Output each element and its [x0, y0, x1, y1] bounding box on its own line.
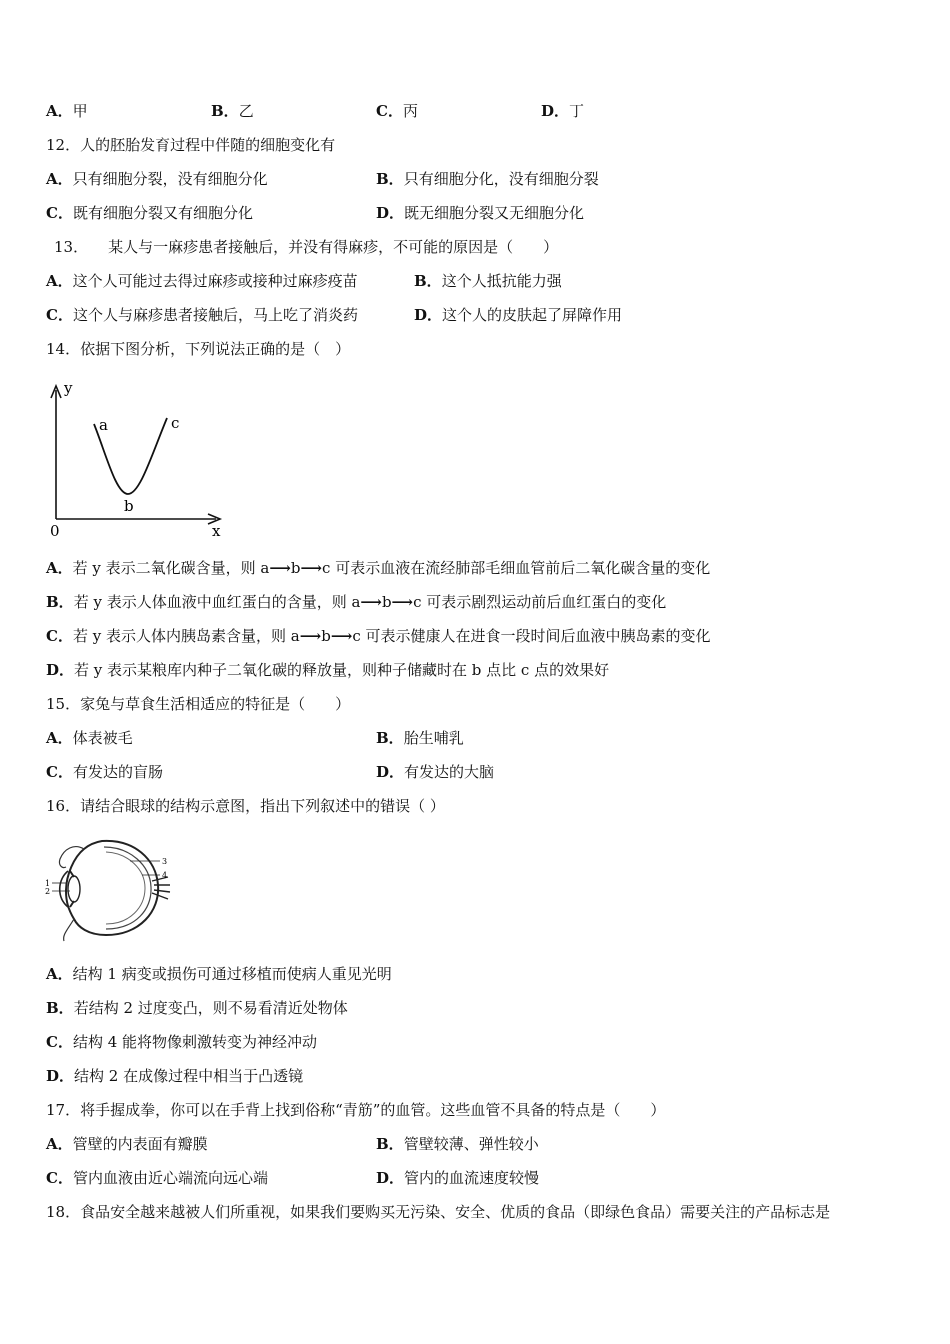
- q14-graph: [44, 376, 234, 541]
- q14-stem: 14．依据下图分析，下列说法正确的是（ ）: [46, 340, 351, 358]
- q16-option-a: A．结构 1 病变或损伤可通过移植而使病人重见光明: [46, 965, 392, 983]
- arrow-icon: ⟶: [360, 593, 382, 611]
- point-label-c: c: [171, 414, 180, 432]
- q15-stem: 15．家兔与草食生活相适应的特征是（ ）: [46, 695, 351, 713]
- point-label-b: b: [124, 497, 134, 515]
- q18-stem: 18．食品安全越来越被人们所重视，如果我们要购买无污染、安全、优质的食品（即绿色食品）需要关注的产品标志是: [46, 1203, 831, 1221]
- q14-option-d: D．若 y 表示某粮库内种子二氧化碳的释放量，则种子储藏时在 b 点比 c 点的效果好: [46, 661, 610, 679]
- axis-label-y: y: [64, 379, 73, 397]
- q12-option-a: A．只有细胞分裂，没有细胞分化: [46, 170, 268, 188]
- q12-option-d: D．既无细胞分裂又无细胞分化: [376, 204, 585, 222]
- q17-option-b: B．管壁较薄、弹性较小: [376, 1135, 539, 1153]
- q15-option-a: A．体表被毛: [46, 729, 133, 747]
- q13-option-b: B．这个人抵抗能力强: [414, 272, 562, 290]
- arrow-icon: ⟶: [299, 627, 322, 645]
- q11-option-c: C．丙: [376, 102, 418, 120]
- choroid-layer: [104, 847, 151, 929]
- q17-option-d: D．管内的血流速度较慢: [376, 1169, 540, 1187]
- q17-stem: 17．将手握成拳，你可以在手背上找到俗称“青筋”的血管。这些血管不具备的特点是（ ）: [46, 1101, 666, 1119]
- q14-option-a: A．若 y 表示二氧化碳含量，则 a⟶b⟶c 可表示血液在流经肺部毛细血管前后二氧化碳含量的变化: [46, 559, 711, 577]
- q13-option-a: A．这个人可能过去得过麻疹或接种过麻疹疫苗: [46, 272, 358, 290]
- origin-label: 0: [50, 522, 60, 540]
- arrow-icon: ⟶: [300, 559, 323, 577]
- lens: [68, 876, 80, 902]
- q12-option-b: B．只有细胞分化，没有细胞分裂: [376, 170, 599, 188]
- eye-label-3: 3: [162, 857, 168, 866]
- q12-option-c: C．既有细胞分裂又有细胞分化: [46, 204, 253, 222]
- eye-label-4: 4: [162, 871, 168, 880]
- q16-option-b: B．若结构 2 过度变凸，则不易看清近处物体: [46, 999, 348, 1017]
- q16-stem: 16．请结合眼球的结构示意图，指出下列叙述中的错误（ ）: [46, 797, 445, 815]
- q15-option-c: C．有发达的盲肠: [46, 763, 163, 781]
- q13-option-d: D．这个人的皮肤起了屏障作用: [414, 306, 623, 324]
- q17-option-c: C．管内血液由近心端流向远心端: [46, 1169, 268, 1187]
- optic-nerve: [152, 877, 170, 899]
- retina-layer: [106, 852, 145, 924]
- point-label-a: a: [99, 416, 108, 434]
- axis-label-x: x: [212, 522, 221, 540]
- arrow-icon: ⟶: [391, 593, 414, 611]
- arrow-icon: ⟶: [269, 559, 291, 577]
- eye-label-2: 2: [45, 887, 51, 896]
- q11-option-d: D．丁: [541, 102, 585, 120]
- q14-option-b: B．若 y 表示人体血液中血红蛋白的含量，则 a⟶b⟶c 可表示剧烈运动前后血红蛋白的变化: [46, 593, 667, 611]
- q14-option-c: C．若 y 表示人体内胰岛素含量，则 a⟶b⟶c 可表示健康人在进食一段时间后血液中胰岛素的变化: [46, 627, 711, 645]
- q12-stem: 12．人的胚胎发育过程中伴随的细胞变化有: [46, 136, 336, 154]
- q15-option-d: D．有发达的大脑: [376, 763, 495, 781]
- eye-diagram: [44, 835, 174, 943]
- q11-option-a: A．甲: [46, 102, 88, 120]
- q16-option-d: D．结构 2 在成像过程中相当于凸透镜: [46, 1067, 304, 1085]
- q13-option-c: C．这个人与麻疹患者接触后，马上吃了消炎药: [46, 306, 358, 324]
- q11-option-b: B．乙: [211, 102, 254, 120]
- q15-option-b: B．胎生哺乳: [376, 729, 464, 747]
- q17-option-a: A．管壁的内表面有瓣膜: [46, 1135, 208, 1153]
- arrow-icon: ⟶: [330, 627, 353, 645]
- q13-stem: 13． 某人与一麻疹患者接触后，并没有得麻疹，不可能的原因是（ ）: [54, 238, 559, 256]
- q16-option-c: C．结构 4 能将物像刺激转变为神经冲动: [46, 1033, 318, 1051]
- eye-label-1: 1: [45, 879, 51, 888]
- lower-eyelid: [64, 919, 74, 941]
